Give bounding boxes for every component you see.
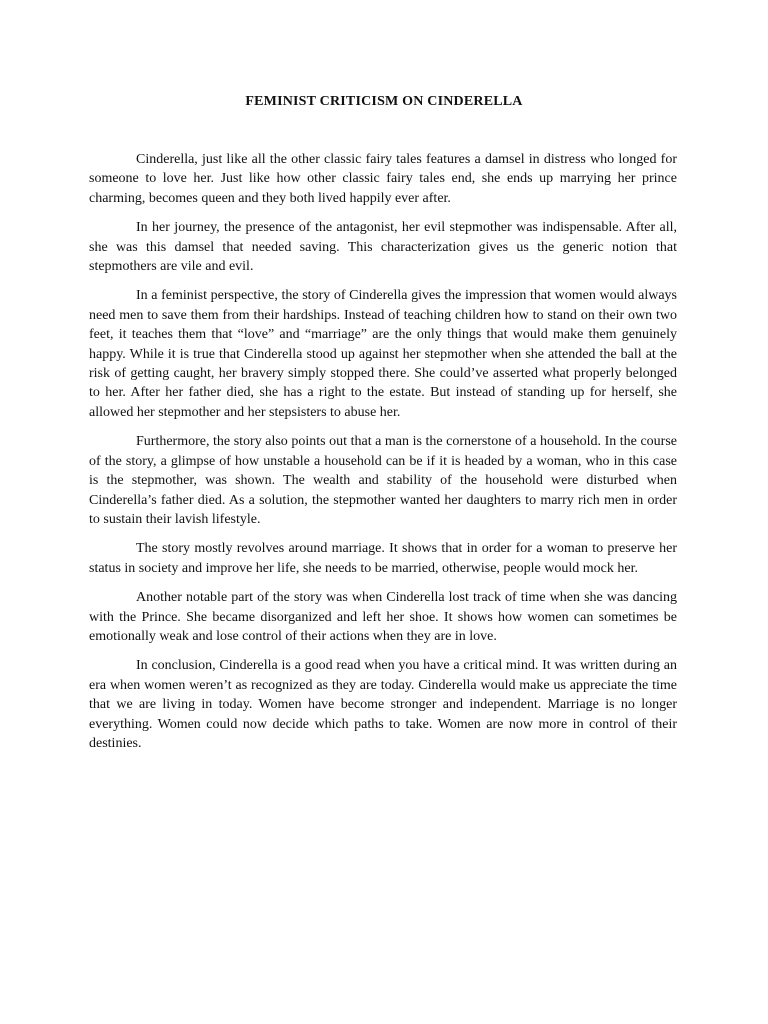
paragraph-2: In her journey, the presence of the antagonist, her evil stepmother was indispensable. After all, she was this damsel that needed saving. This characterization gives us the generic notion that stepmothers are vile and evil. bbox=[89, 220, 677, 275]
paragraph-1: Cinderella, just like all the other classic fairy tales features a damsel in distress who longed for someone to love her. Just like how other classic fairy tales end, she ends up marrying her prince charming, becomes queen and they both lived happily ever after. bbox=[89, 152, 677, 206]
paragraph-3: In a feminist perspective, the story of Cinderella gives the impression that women would always need men to save them from their hardships. Instead of teaching children how to stand on their own two feet, it teaches them that “love” and “marriage” are the only things that would make them genuinely happy. While it is true that Cinderella stood up against her stepmother when she attended the ball at the risk of getting caught, her bravery simply stopped there. She could’ve asserted what properly belonged to her. After her father died, she has a right to the estate. But instead of standing up for herself, she allowed her stepmother and her stepsisters to abuse her. bbox=[89, 288, 677, 420]
document-title: FEMINIST CRITICISM ON CINDERELLA bbox=[245, 94, 523, 109]
paragraph-6: Another notable part of the story was when Cinderella lost track of time when she was dancing with the Prince. She became disorganized and left her shoe. It shows how women can sometimes be emotionally weak and lose control of their actions when they are in love. bbox=[89, 590, 677, 644]
document-body bbox=[89, 150, 677, 763]
paragraph-7: In conclusion, Cinderella is a good read when you have a critical mind. It was written during an era when women weren’t as recognized as they are today. Cinderella would make us appreciate the time that we are living in today. Women have become stronger and independent. Marriage is no longer everything. Women could now decide which paths to take. Women are now more in control of their destinies. bbox=[89, 658, 677, 751]
paragraph-4: Furthermore, the story also points out that a man is the cornerstone of a household. In the course of the story, a glimpse of how unstable a household can be if it is headed by a woman, who in this case is the stepmother, was shown. The wealth and stability of the household were disturbed when Cinderella’s father died. As a solution, the stepmother wanted her daughters to marry rich men in order to sustain their lavish lifestyle. bbox=[89, 434, 677, 527]
paragraph-5: The story mostly revolves around marriage. It shows that in order for a woman to preserve her status in society and improve her life, she needs to be married, otherwise, people would mock her. bbox=[89, 541, 677, 576]
